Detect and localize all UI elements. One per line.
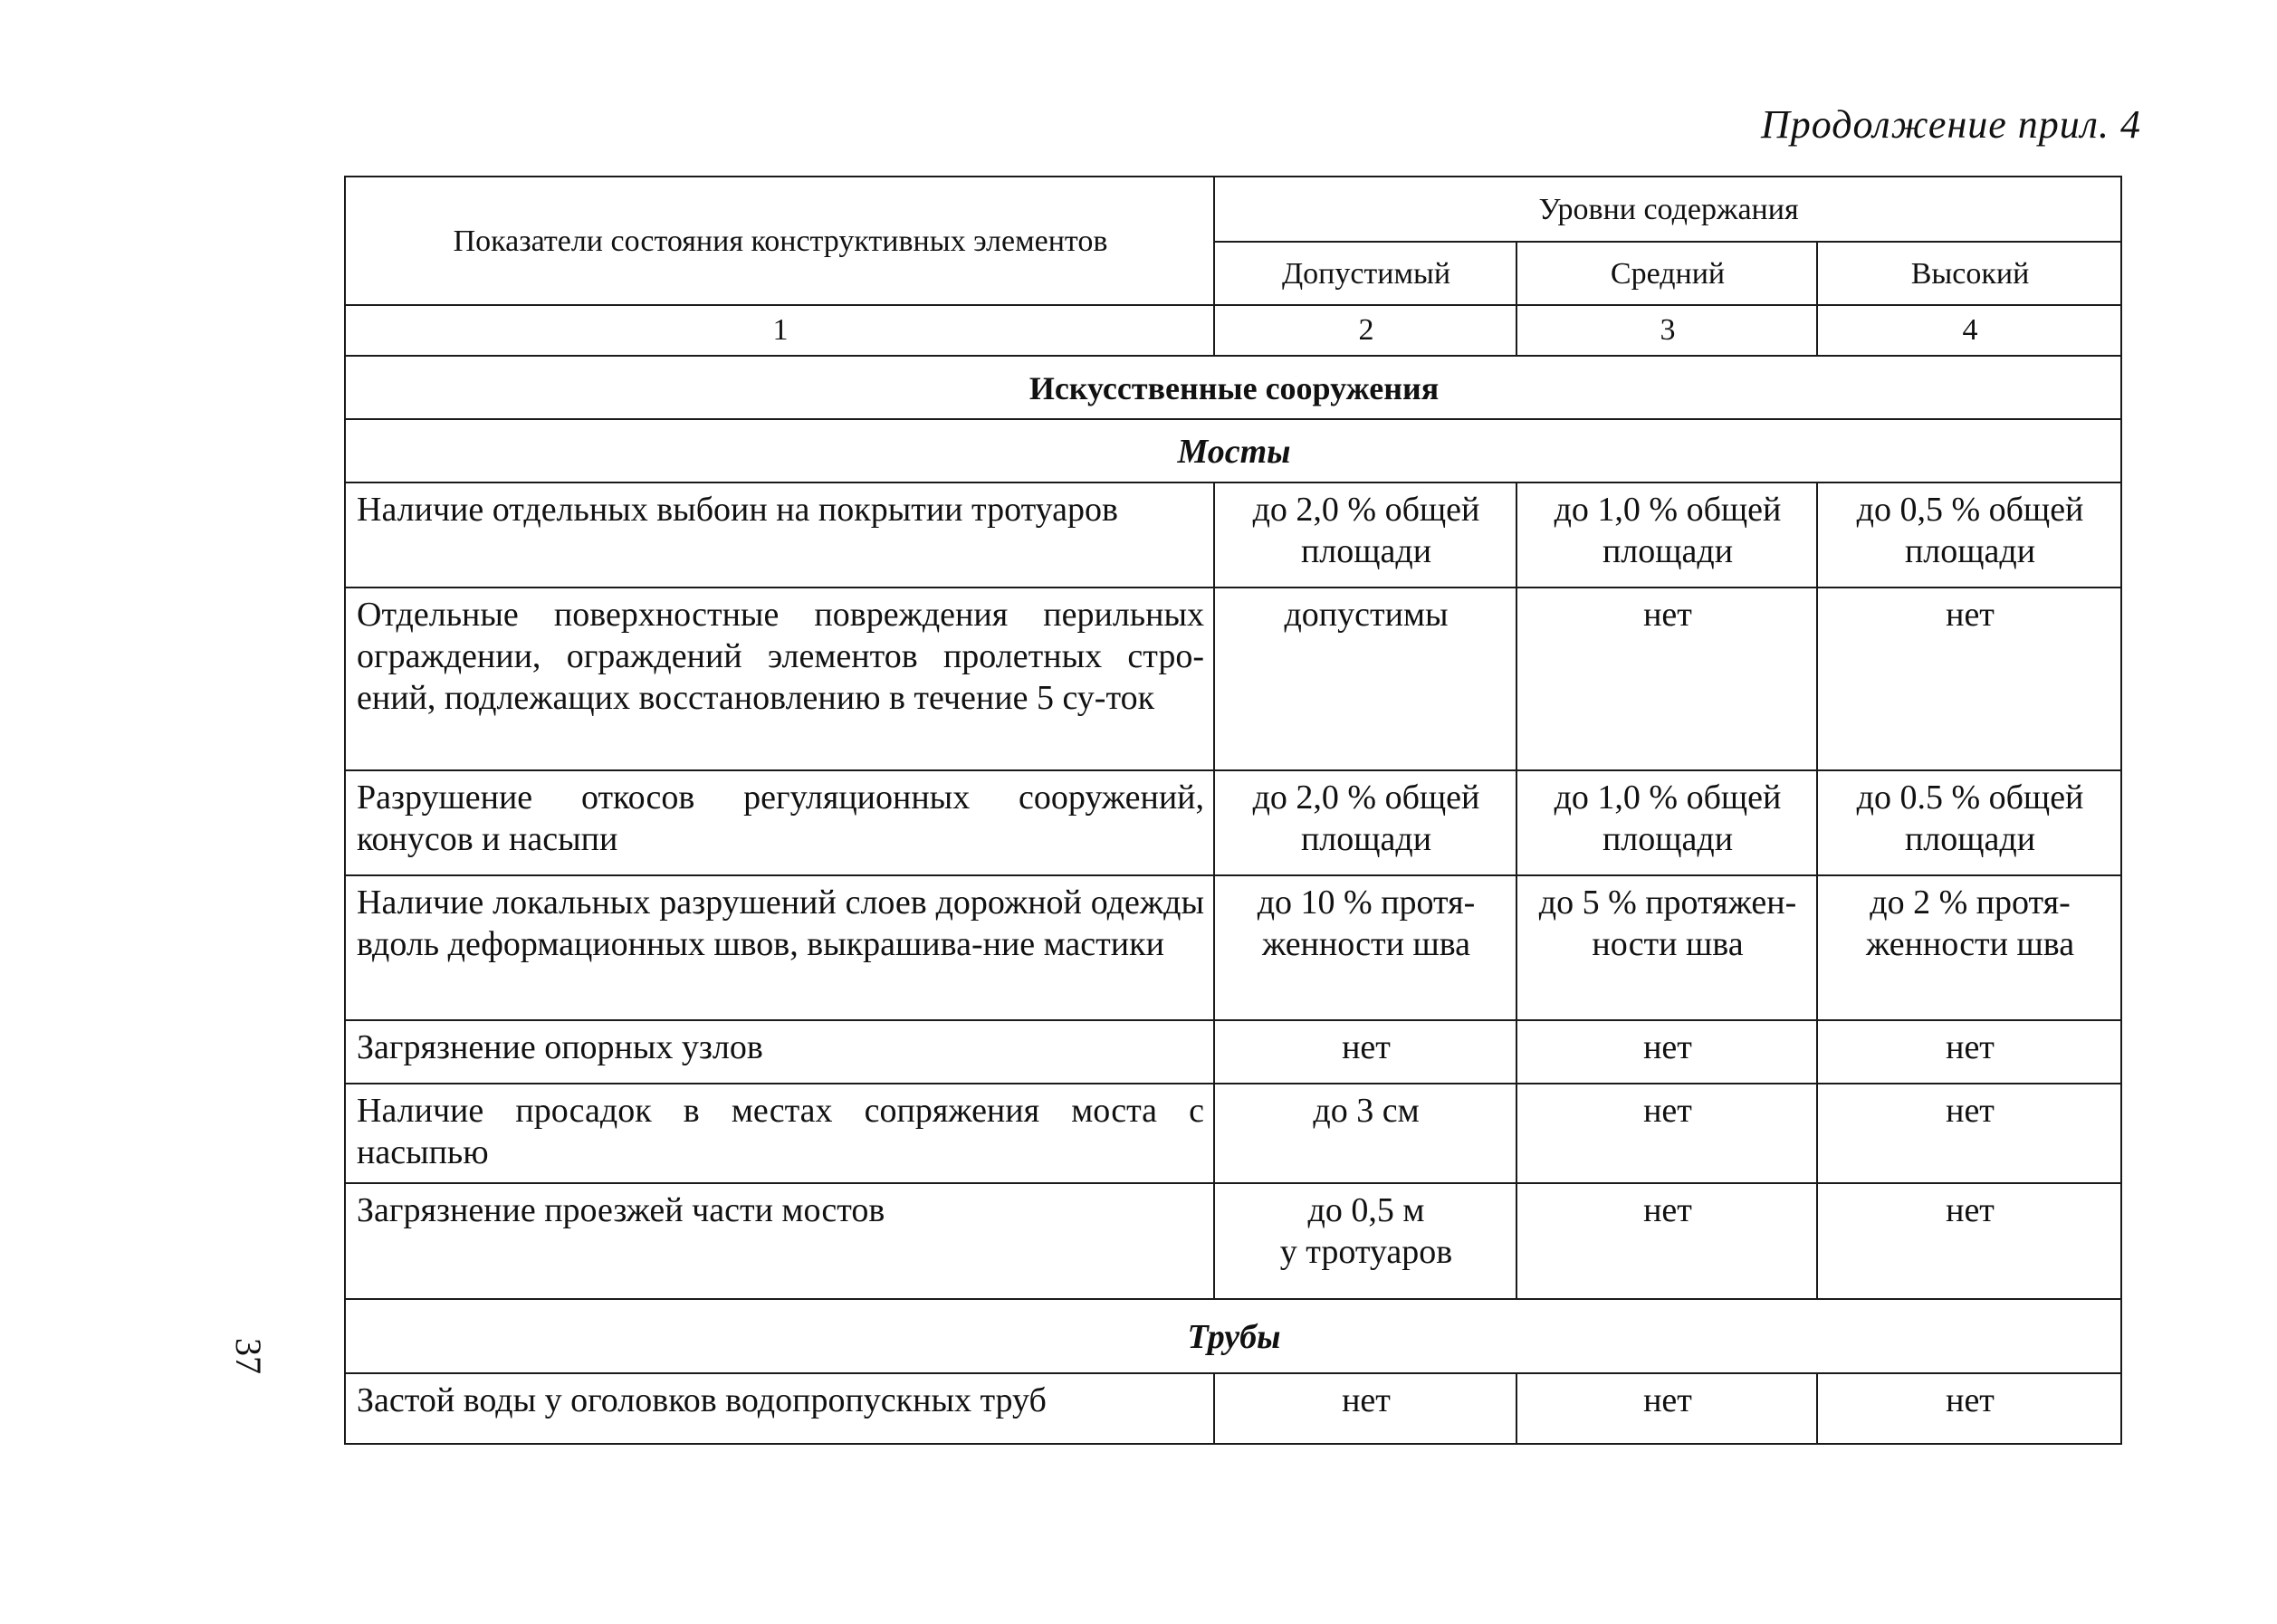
indicator-cell: Загрязнение проезжей части мостов xyxy=(345,1183,1214,1299)
level-high-cell: нет xyxy=(1817,1084,2121,1183)
level-high-cell: до 0,5 % общей площади xyxy=(1817,482,2121,588)
level-medium-cell: нет xyxy=(1516,1084,1817,1183)
table-row xyxy=(345,1373,2121,1444)
level-acceptable-cell: до 10 % протя- женности шва xyxy=(1214,875,1516,1020)
indicator-cell: Наличие отдельных выбоин на покрытии тротуаров xyxy=(345,482,1214,588)
subsection-title: Трубы xyxy=(345,1299,2121,1373)
level-high-cell: до 0.5 % общей площади xyxy=(1817,770,2121,875)
level-acceptable-cell: допустимы xyxy=(1214,588,1516,770)
level-high-cell: до 2 % протя- женности шва xyxy=(1817,875,2121,1020)
column-number: 2 xyxy=(1214,305,1516,356)
level-header-acceptable: Допустимый xyxy=(1214,242,1516,305)
subsection-row xyxy=(345,1299,2121,1373)
table-row xyxy=(345,1020,2121,1084)
table-row xyxy=(345,1084,2121,1183)
level-acceptable-cell: до 2,0 % общей площади xyxy=(1214,770,1516,875)
level-medium-cell: до 1,0 % общей площади xyxy=(1516,482,1817,588)
table-row xyxy=(345,770,2121,875)
subsection-title: Мосты xyxy=(345,419,2121,482)
column-number: 3 xyxy=(1516,305,1817,356)
indicator-cell: Застой воды у оголовков водопропускных труб xyxy=(345,1373,1214,1444)
continuation-label: Продолжение прил. 4 xyxy=(1761,102,2141,147)
level-header-medium: Средний xyxy=(1516,242,1817,305)
subsection-row xyxy=(345,419,2121,482)
level-header-high: Высокий xyxy=(1817,242,2121,305)
table-row xyxy=(345,1183,2121,1299)
level-medium-cell: нет xyxy=(1516,1020,1817,1084)
level-acceptable-cell: нет xyxy=(1214,1020,1516,1084)
indicator-cell: Загрязнение опорных узлов xyxy=(345,1020,1214,1084)
level-acceptable-cell: до 2,0 % общей площади xyxy=(1214,482,1516,588)
standards-table xyxy=(344,176,2122,1445)
column-numbers-row xyxy=(345,305,2121,356)
level-medium-cell: нет xyxy=(1516,588,1817,770)
column-number: 4 xyxy=(1817,305,2121,356)
level-medium-cell: нет xyxy=(1516,1183,1817,1299)
level-high-cell: нет xyxy=(1817,1183,2121,1299)
level-medium-cell: до 1,0 % общей площади xyxy=(1516,770,1817,875)
page-number: 37 xyxy=(228,1338,269,1374)
table-row xyxy=(345,875,2121,1020)
level-medium-cell: до 5 % протяжен- ности шва xyxy=(1516,875,1817,1020)
indicator-cell: Наличие просадок в местах сопряжения моста с насыпью xyxy=(345,1084,1214,1183)
section-title: Искусственные сооружения xyxy=(345,356,2121,419)
table-header-row xyxy=(345,177,2121,242)
indicator-cell: Разрушение откосов регуляционных сооружений, конусов и насыпи xyxy=(345,770,1214,875)
section-row xyxy=(345,356,2121,419)
indicators-header: Показатели состояния конструктивных элементов xyxy=(345,177,1214,305)
levels-header: Уровни содержания xyxy=(1214,177,2121,242)
level-high-cell: нет xyxy=(1817,588,2121,770)
column-number: 1 xyxy=(345,305,1214,356)
level-high-cell: нет xyxy=(1817,1020,2121,1084)
level-acceptable-cell: до 3 см xyxy=(1214,1084,1516,1183)
indicator-cell: Наличие локальных разрушений слоев дорожной одежды вдоль деформационных швов, выкрашива-ние мастики xyxy=(345,875,1214,1020)
level-acceptable-cell: до 0,5 м у тротуаров xyxy=(1214,1183,1516,1299)
table-row xyxy=(345,482,2121,588)
indicator-cell: Отдельные поверхностные повреждения перильных ограждении, ограждений элементов пролетных стро-ений, подлежащих восстановлению в течение 5 су-ток xyxy=(345,588,1214,770)
level-medium-cell: нет xyxy=(1516,1373,1817,1444)
table-row xyxy=(345,588,2121,770)
level-high-cell: нет xyxy=(1817,1373,2121,1444)
level-acceptable-cell: нет xyxy=(1214,1373,1516,1444)
